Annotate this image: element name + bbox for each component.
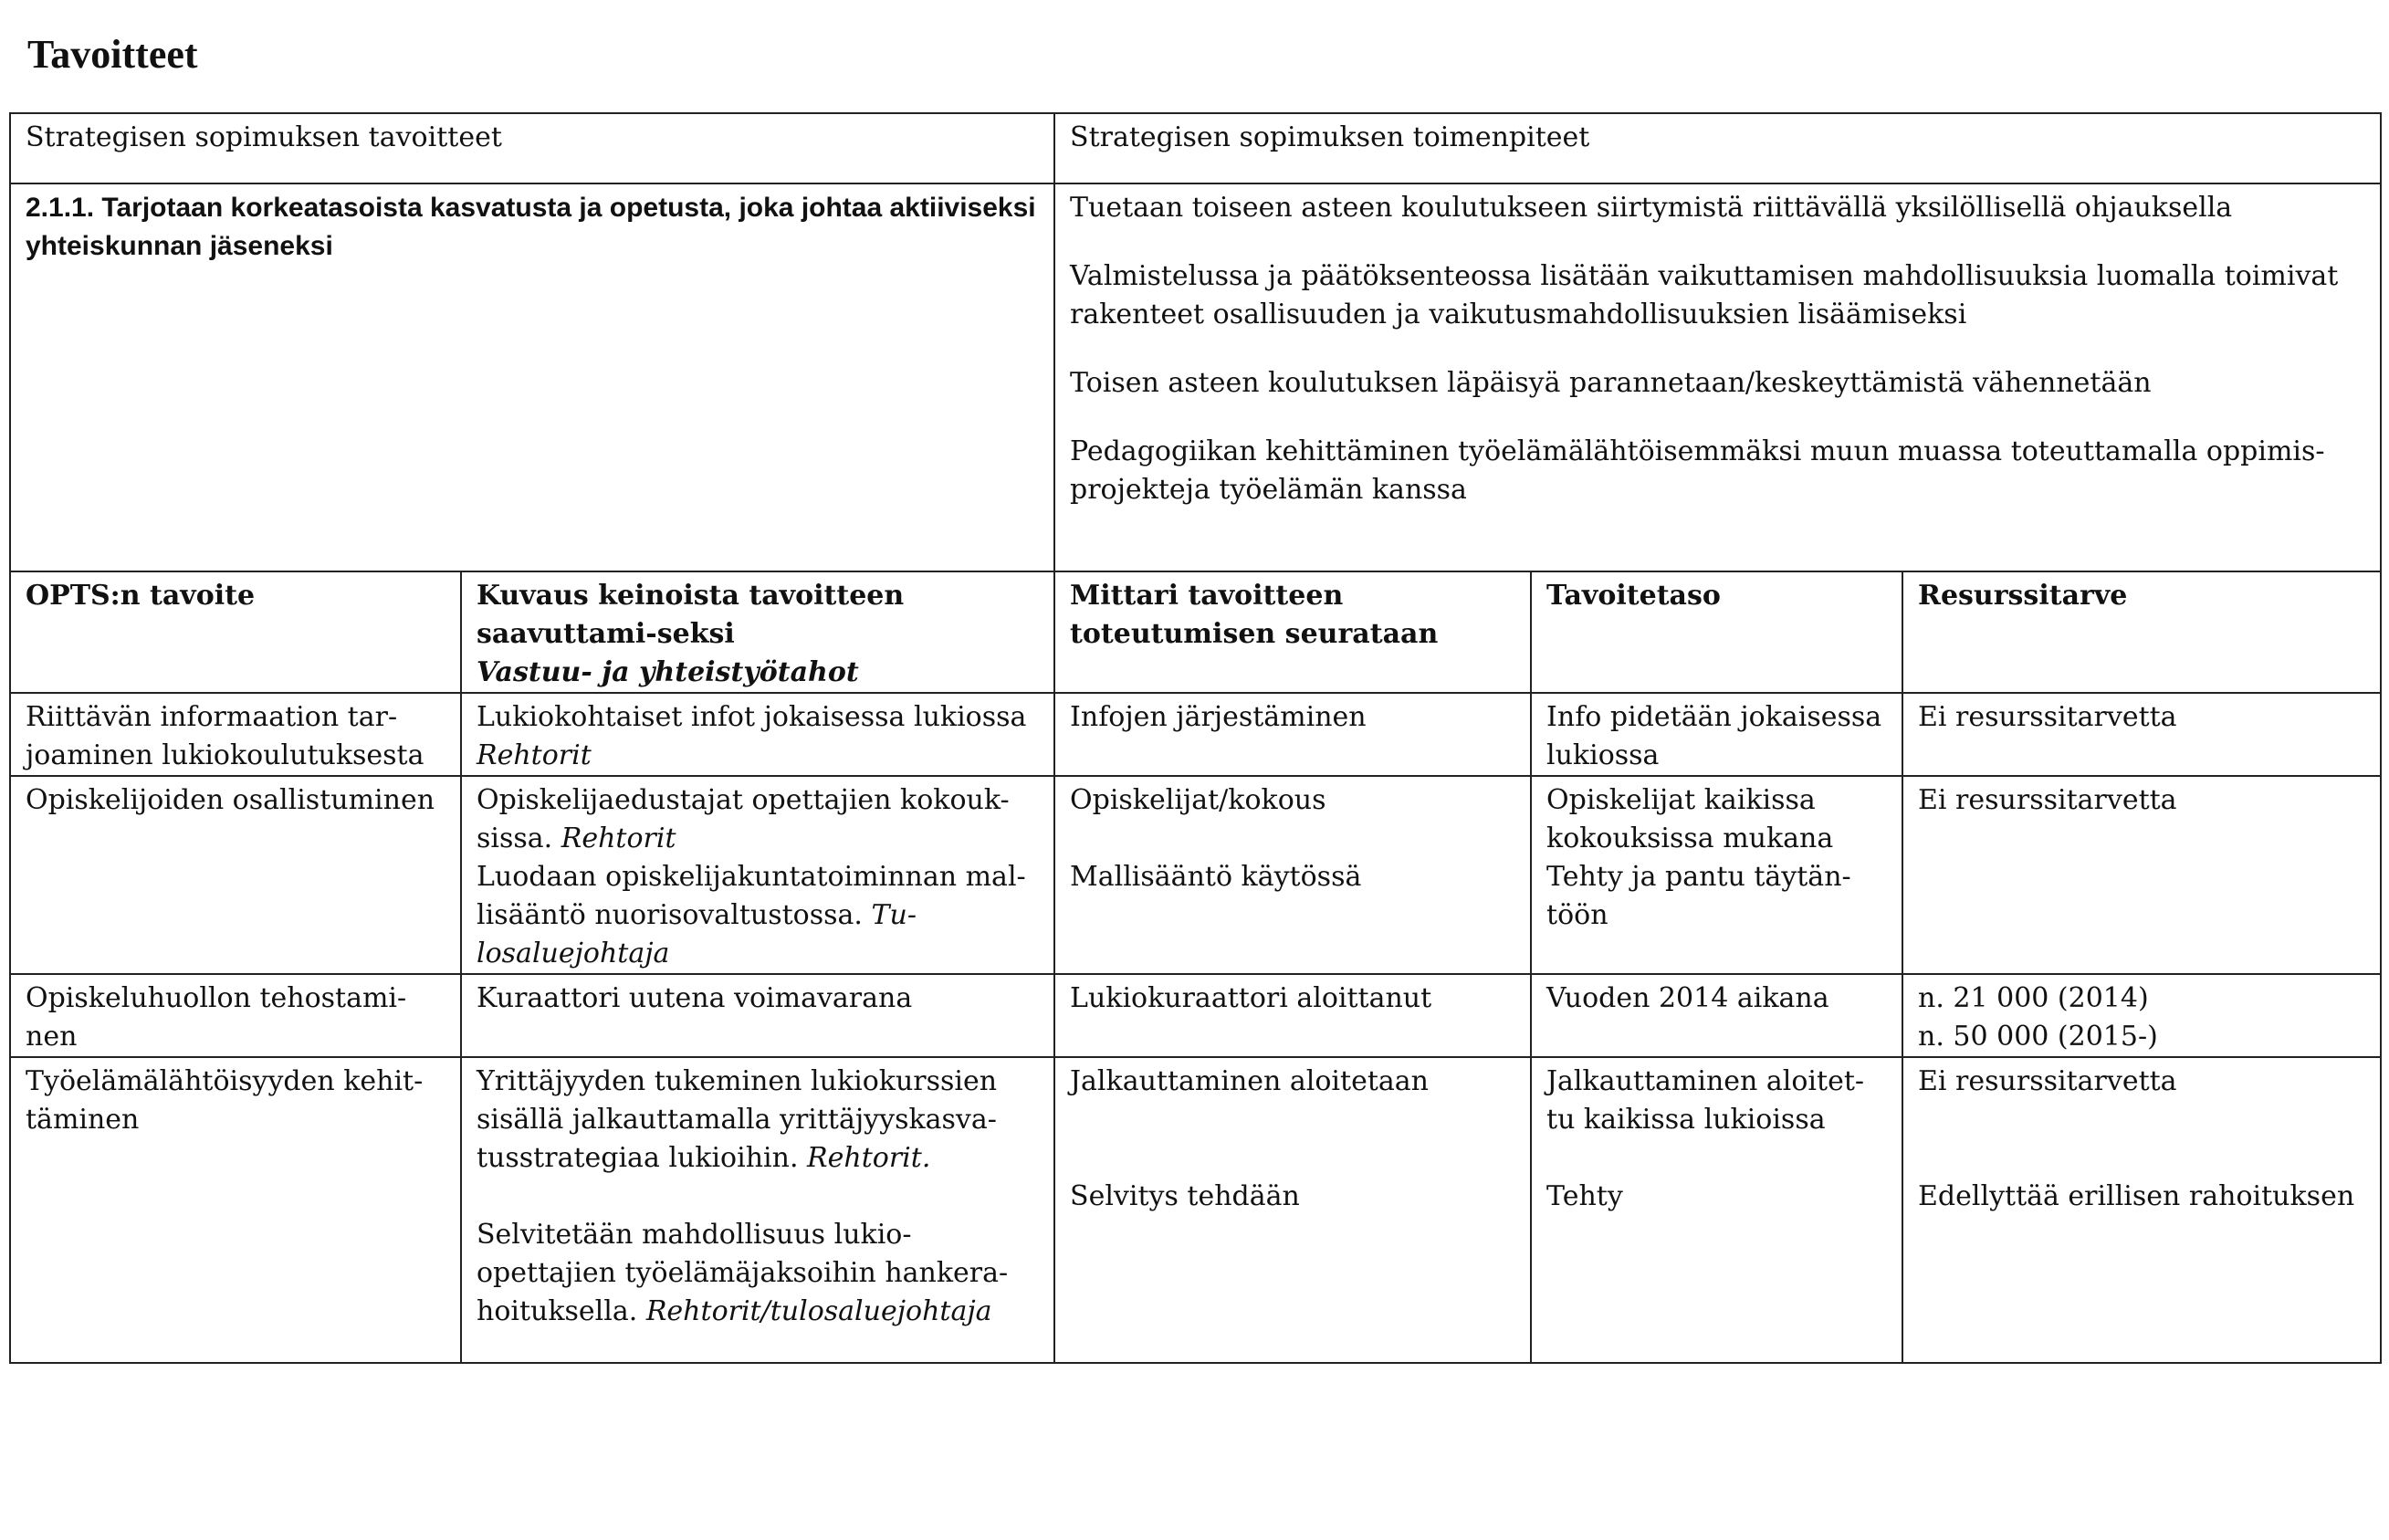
strategy-measures-cell [1054, 183, 2381, 571]
strategy-goal-row [10, 183, 2381, 571]
target-cell [1531, 776, 1902, 974]
metric-cell: Infojen järjestäminen [1054, 693, 1531, 776]
measure-item: Pedagogiikan kehittäminen työelämälähtöisemmäksi muun muassa toteuttamalla oppimis-projekteja työelämän kanssa [1070, 435, 2325, 506]
means-responsible: Tu-losaluejohtaja [477, 899, 917, 969]
strategy-goal-line-2: yhteiskunnan jäseneksi [26, 231, 333, 261]
resource-cell [1902, 974, 2381, 1057]
metric-text: Jalkauttaminen aloitetaan [1070, 1065, 1429, 1097]
header-strategy-goals: Strategisen sopimuksen tavoitteet [10, 113, 1054, 183]
header-strategy-measures: Strategisen sopimuksen toimenpiteet [1054, 113, 2381, 183]
column-header-metric: Mittari tavoitteen toteutumisen seurataan [1054, 571, 1531, 693]
metric-text: Selvitys tehdään [1070, 1180, 1300, 1212]
metric-text: Opiskelijat/kokous [1070, 784, 1326, 816]
table-row [10, 776, 2381, 974]
means-text: Yrittäjyyden tukeminen lukiokurssien sisällä jalkauttamalla yrittäjyyskasva-tusstrategiaa lukioihin. [477, 1065, 998, 1174]
means-text: Opiskelijaedustajat opettajien kokouk-sissa. [477, 784, 1010, 854]
goal-cell: Työelämälähtöisyyden kehit-täminen [10, 1057, 461, 1363]
means-responsible: Rehtorit [477, 739, 592, 771]
target-text: Tehty ja pantu täytän-töön [1546, 861, 1851, 931]
strategy-goal-line-1: 2.1.1. Tarjotaan korkeatasoista kasvatusta ja opetusta, joka johtaa aktiiviseksi [26, 193, 1036, 223]
means-cell [461, 693, 1054, 776]
goal-cell: Opiskeluhuollon tehostami-nen [10, 974, 461, 1057]
measure-item: Tuetaan toiseen asteen koulutukseen siirtymistä riittävällä yksilöllisellä ohjauksella [1070, 192, 2233, 224]
means-text: Lukiokohtaiset infot jokaisessa lukiossa [477, 701, 1027, 733]
column-header-opts-goal: OPTS:n tavoite [10, 571, 461, 693]
means-cell: Kuraattori uutena voimavarana [461, 974, 1054, 1057]
means-text: Selvitetään mahdollisuus lukio-opettajien työelämäjaksoihin hankera-hoituksella. [477, 1219, 1009, 1327]
page-title: Tavoitteet [27, 32, 198, 77]
means-responsible: Rehtorit/tulosaluejohtaja [645, 1295, 992, 1327]
metric-cell: Lukiokuraattori aloittanut [1054, 974, 1531, 1057]
means-text: Luodaan opiskelijakuntatoiminnan mal-lisääntö nuorisovaltustossa. [477, 861, 1026, 931]
metric-cell [1054, 776, 1531, 974]
metric-cell [1054, 1057, 1531, 1363]
column-header-responsible: Vastuu- ja yhteistyötahot [477, 656, 859, 688]
table-row [10, 1057, 2381, 1363]
resource-text: n. 21 000 (2014) [1918, 982, 2149, 1014]
column-header-target: Tavoitetaso [1531, 571, 1902, 693]
target-cell: Info pidetään jokaisessa lukiossa [1531, 693, 1902, 776]
column-header-means [461, 571, 1054, 693]
target-cell [1531, 1057, 1902, 1363]
target-text: Tehty [1546, 1180, 1623, 1212]
resource-cell: Ei resurssitarvetta [1902, 776, 2381, 974]
means-responsible: Rehtorit. [807, 1142, 931, 1174]
target-text: Opiskelijat kaikissa kokouksissa mukana [1546, 784, 1834, 854]
strategy-goal-cell [10, 183, 1054, 571]
measure-item: Toisen asteen koulutuksen läpäisyä parannetaan/keskeyttämistä vähennetään [1070, 367, 2152, 399]
goal-cell: Riittävän informaation tar-joaminen lukiokoulutuksesta [10, 693, 461, 776]
goal-cell: Opiskelijoiden osallistuminen [10, 776, 461, 974]
means-responsible: Rehtorit [561, 822, 676, 854]
table-row [10, 974, 2381, 1057]
measure-item: Valmistelussa ja päätöksenteossa lisätään vaikuttamisen mahdollisuuksia luomalla toimivat rakenteet osallisuuden ja vaikutusmahdollisuuksien lisäämiseksi [1070, 260, 2339, 330]
resource-text: Edellyttää erillisen rahoituksen [1918, 1180, 2355, 1212]
target-text: Jalkauttaminen aloitet-tu kaikissa lukioissa [1546, 1065, 1865, 1136]
means-cell [461, 776, 1054, 974]
resource-text: n. 50 000 (2015-) [1918, 1021, 2158, 1053]
strategy-header-row [10, 113, 2381, 183]
means-cell [461, 1057, 1054, 1363]
table-row [10, 693, 2381, 776]
resource-text: Ei resurssitarvetta [1918, 1065, 2177, 1097]
resource-cell: Ei resurssitarvetta [1902, 693, 2381, 776]
resource-cell [1902, 1057, 2381, 1363]
column-header-means-label: Kuvaus keinoista tavoitteen saavuttami-seksi [477, 580, 905, 650]
goals-table [9, 112, 2382, 1364]
target-cell: Vuoden 2014 aikana [1531, 974, 1902, 1057]
column-header-row [10, 571, 2381, 693]
metric-text: Mallisääntö käytössä [1070, 861, 1362, 893]
column-header-resource: Resurssitarve [1902, 571, 2381, 693]
